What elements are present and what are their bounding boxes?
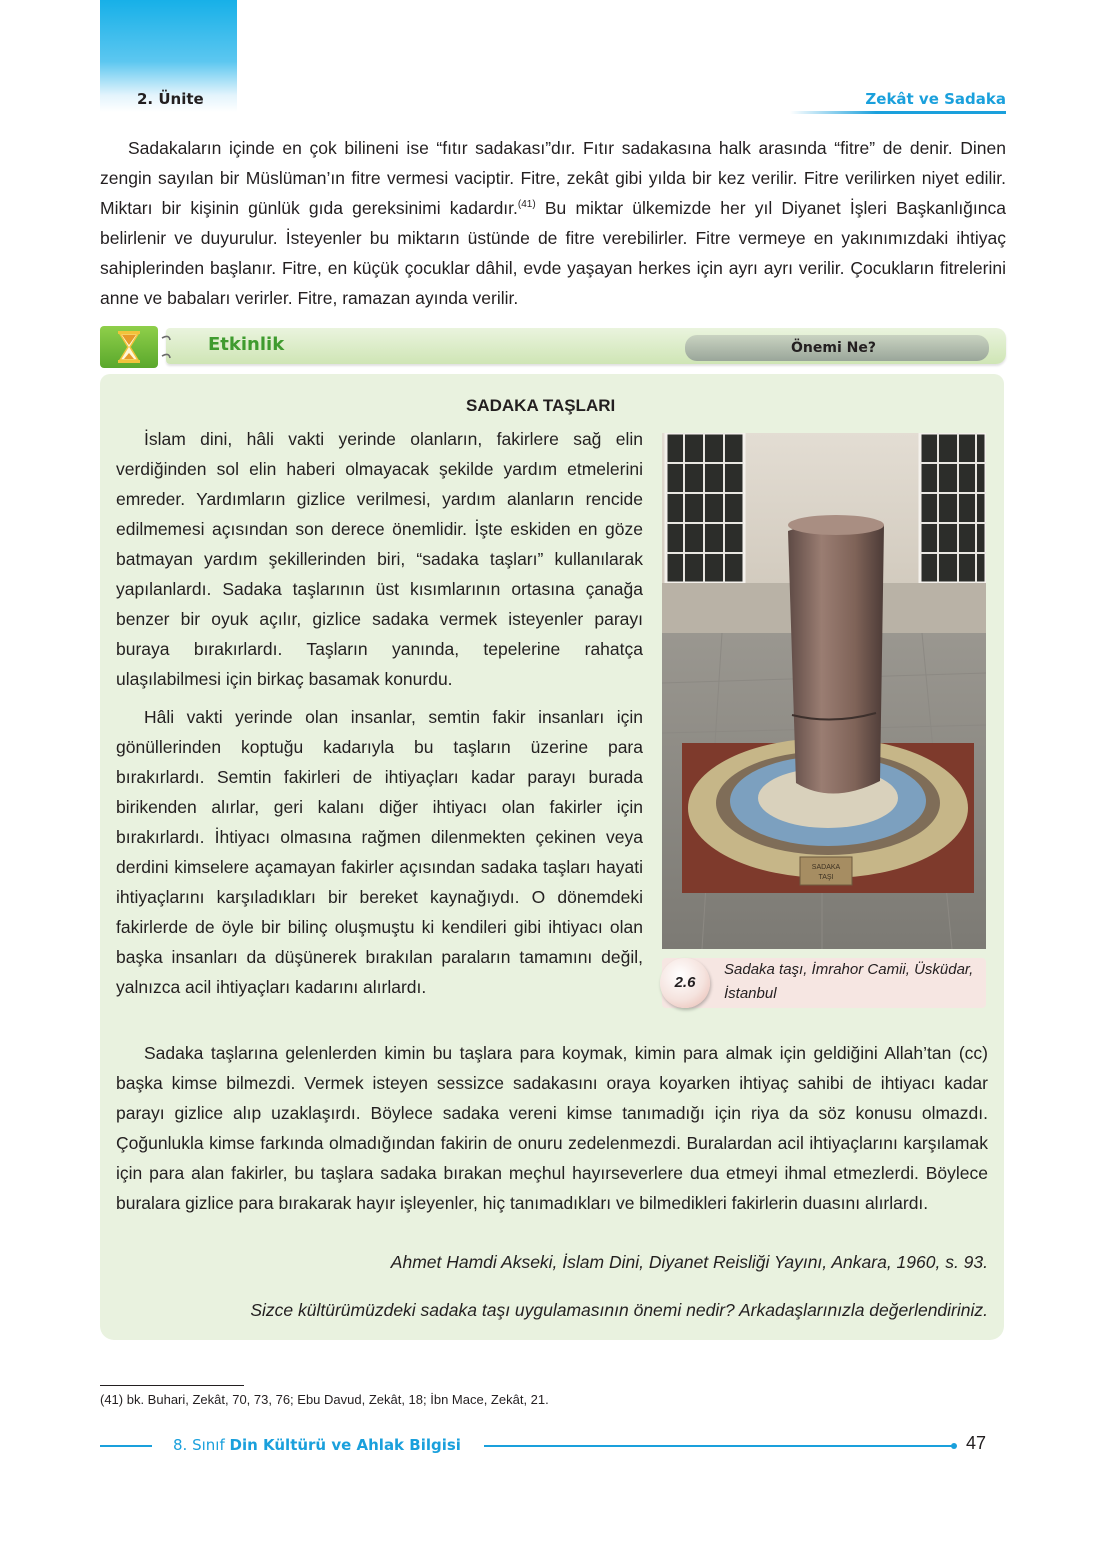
- figure-number: 2.6: [660, 958, 710, 1008]
- activity-title: SADAKA TAŞLARI: [466, 396, 616, 415]
- footnote-divider: [100, 1385, 244, 1386]
- section-title-underline: [790, 111, 1006, 114]
- plaque-text-line1: SADAKA: [811, 864, 841, 871]
- footer-subject: Din Kültürü ve Ahlak Bilgisi: [229, 1436, 461, 1454]
- intro-text-continued: Bu miktar ülkemizde her yıl Diyanet İşleri Başkanlığınca belirlenir ve duyurulur. İsteyenler bu miktarın üstünde de fitre verebilirler. Fitre vermeye en yakınımızdaki ihtiyaç sahiplerinden başlanır. Fitre, en küçük çocuklar dâhil, evde yaşayan herkes için ayrı ayrı verilir. Çocukların fitrelerini anne ve babaları verirler. Fitre, ramazan ayında verilir.: [100, 198, 1006, 308]
- activity-paragraph-1: İslam dini, hâli vakti yerinde olanların, fakirlere sağ elin verdiğinden sol elin haberi olmayacak şekilde yardım etmelerini emreder. Yardımların gizlice verilmesi, yardım alanların rencide edilmemesi açısından son derece önemlidir. İşte eskiden en göze batmayan yardım şekillerinden biri, “sadaka taşları” kullanılarak yapılanlardı. Sadaka taşlarının üst kısımlarının ortasına çanağa benzer bir oyuk açılır, gizlice sadaka vermek isteyenler parayı buraya bırakırlardı. Taşların yanında, tepelerine rahatça ulaşılabilmesi için birkaç basamak konurdu.: [116, 429, 643, 689]
- footer-dot-icon: [951, 1443, 957, 1449]
- activity-question: Sizce kültürümüzdeki sadaka taşı uygulamasının önemi nedir? Arkadaşlarınızla değerlendiriniz.: [250, 1300, 988, 1320]
- sadaka-stone-photo: [662, 433, 986, 949]
- activity-header: [100, 326, 1006, 368]
- plaque-text-line2: TAŞI: [818, 874, 834, 881]
- intro-paragraph: [100, 133, 1006, 313]
- section-title: Zekât ve Sadaka: [865, 90, 1006, 108]
- activity-paragraph-3: Sadaka taşlarına gelenlerden kimin bu taşlara para koymak, kimin para almak için geldiğini Allah’tan (cc) başka kimse bilmezdi. Vermek isteyen sessizce sadakasını oraya koyarken ihtiyaç sahibi de ihtiyacı kadar parayı gizlice alıp uzaklaşırdı. Böylece sadaka vereni kimse tanımadığı için riya da söz konusu olmazdı. Çoğunlukla kimse farkında olmadığından fakirin de onuru zedelenmezdi. Buralardan acil ihtiyaçlarını karşılamak için para alan fakirler, bu taşlara sadaka bırakan meçhul hayırseverlere dua etmeyi ihmal etmezlerdi. Böylece buralara gizlice para bırakarak hayır işleyenler, hiç tanımadıkları ve bilmedikleri fakirlerin duasını alırlardı.: [116, 1043, 988, 1213]
- footer-line-left: [100, 1445, 152, 1447]
- page-number: 47: [966, 1433, 987, 1453]
- footnote-ref: (41): [517, 199, 536, 211]
- footer-book-title: [173, 1436, 461, 1454]
- binder-rings-icon: [160, 332, 174, 362]
- activity-label: Etkinlik: [208, 334, 285, 355]
- intro-text: Sadakaların içinde en çok bilineni ise “fıtır sadakası”dır. Fıtır sadakasına halk arasında “fitre” de denir. Dinen zengin sayılan bir Müslüman’ın fitre vermesi vaciptir. Fitre, zekât gibi yılda bir kez verilir. Fitre verilirken niyet edilir. Miktarı bir kişinin günlük gıda gereksinimi kadardır.: [100, 138, 1006, 218]
- footnote: (41) bk. Buhari, Zekât, 70, 73, 76; Ebu Davud, Zekât, 18; İbn Mace, Zekât, 21.: [100, 1392, 549, 1407]
- footer-grade: 8. Sınıf: [173, 1436, 225, 1454]
- unit-label: 2. Ünite: [137, 90, 204, 108]
- activity-tag: Önemi Ne?: [685, 335, 989, 361]
- source-citation: Ahmet Hamdi Akseki, İslam Dini, Diyanet Reisliği Yayını, Ankara, 1960, s. 93.: [390, 1252, 988, 1272]
- figure-caption: Sadaka taşı, İmrahor Camii, Üsküdar, İstanbul: [724, 961, 974, 1002]
- footer-line-right: [484, 1445, 952, 1447]
- hourglass-icon: [100, 326, 158, 368]
- activity-paragraph-2: Hâli vakti yerinde olan insanlar, semtin fakir insanları için gönüllerinden koptuğu kadarıyla bu taşların üzerine para bırakırlardı. Semtin fakirleri de ihtiyaçları kadar parayı burada birikenden alırlar, geri kalanı diğer ihtiyacı olan fakirler için bırakırlardı. İhtiyacı olmasına rağmen dilenmekten çekinen veya derdini kimselere açamayan fakirler açısından sadaka taşları hayati ihtiyaçlarını karşıladıkları bir bereket kaynağıydı. O dönemdeki fakirlerde de öyle bir bilinç oluşmuştu ki kendileri gibi ihtiyacı olan başka insanları da düşünerek bırakılan paraların tamamını değil, yalnızca acil ihtiyaçları kadarını alırlardı.: [116, 707, 643, 997]
